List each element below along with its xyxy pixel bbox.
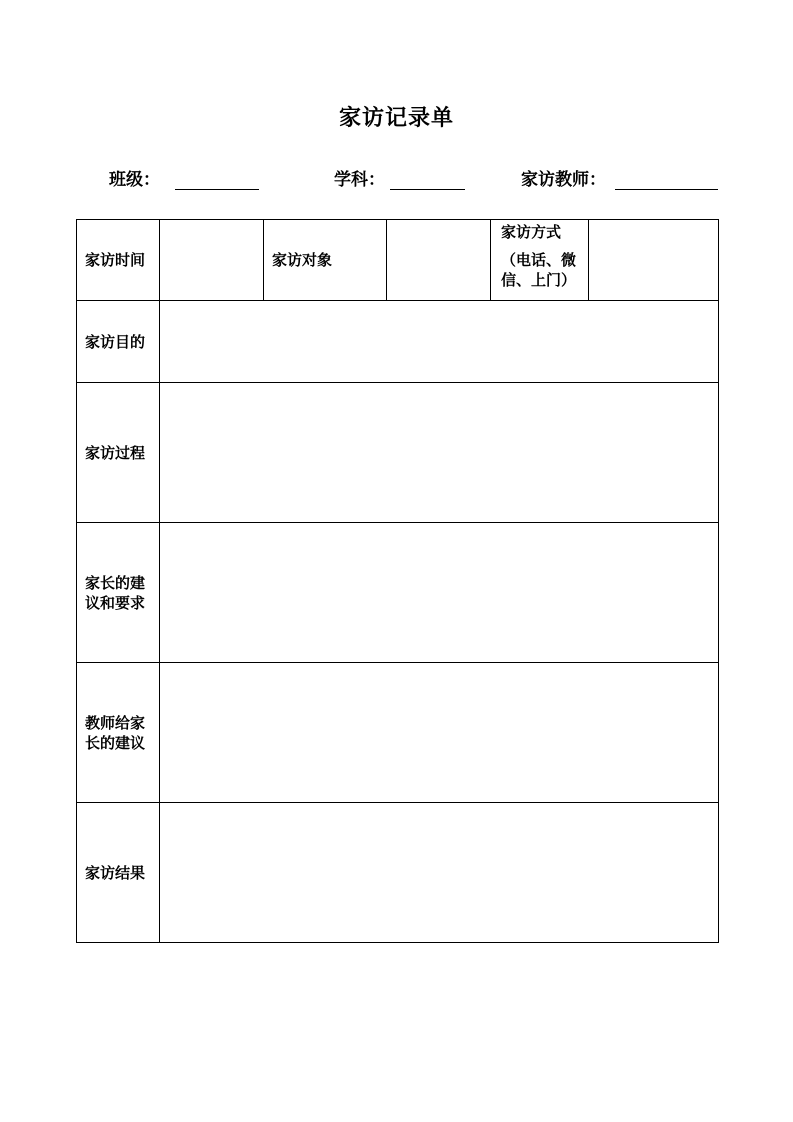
parent-suggestions-label: 家长的建议和要求 bbox=[77, 523, 160, 663]
visit-method-field[interactable] bbox=[589, 220, 719, 301]
table-row bbox=[77, 523, 719, 663]
parent-suggestions-field[interactable] bbox=[160, 523, 719, 663]
subject-label: 学科： bbox=[334, 170, 385, 190]
teacher-suggestions-field[interactable] bbox=[160, 663, 719, 803]
table-row bbox=[77, 803, 719, 943]
class-field[interactable] bbox=[175, 189, 259, 190]
table-row bbox=[77, 663, 719, 803]
subject-field[interactable] bbox=[390, 189, 465, 190]
visit-result-field[interactable] bbox=[160, 803, 719, 943]
visit-time-label: 家访时间 bbox=[77, 220, 160, 301]
visit-process-label: 家访过程 bbox=[77, 383, 160, 523]
teacher-field[interactable] bbox=[615, 189, 718, 190]
record-table bbox=[76, 219, 719, 943]
visit-time-field[interactable] bbox=[160, 220, 264, 301]
table-row bbox=[77, 220, 719, 301]
form-title: 家访记录单 bbox=[338, 106, 454, 131]
visit-method-label: 家访方式 bbox=[501, 223, 562, 241]
teacher-suggestions-label: 教师给家长的建议 bbox=[77, 663, 160, 803]
table-row bbox=[77, 301, 719, 383]
teacher-label: 家访教师： bbox=[521, 170, 606, 190]
visit-method-label-cell bbox=[491, 220, 589, 301]
visit-process-field[interactable] bbox=[160, 383, 719, 523]
visit-target-field[interactable] bbox=[387, 220, 491, 301]
visit-purpose-label: 家访目的 bbox=[77, 301, 160, 383]
class-label: 班级： bbox=[109, 170, 160, 190]
visit-purpose-field[interactable] bbox=[160, 301, 719, 383]
visit-result-label: 家访结果 bbox=[77, 803, 160, 943]
visit-method-note: （电话、微信、上门） bbox=[501, 251, 577, 289]
visit-target-label: 家访对象 bbox=[264, 220, 387, 301]
table-row bbox=[77, 383, 719, 523]
